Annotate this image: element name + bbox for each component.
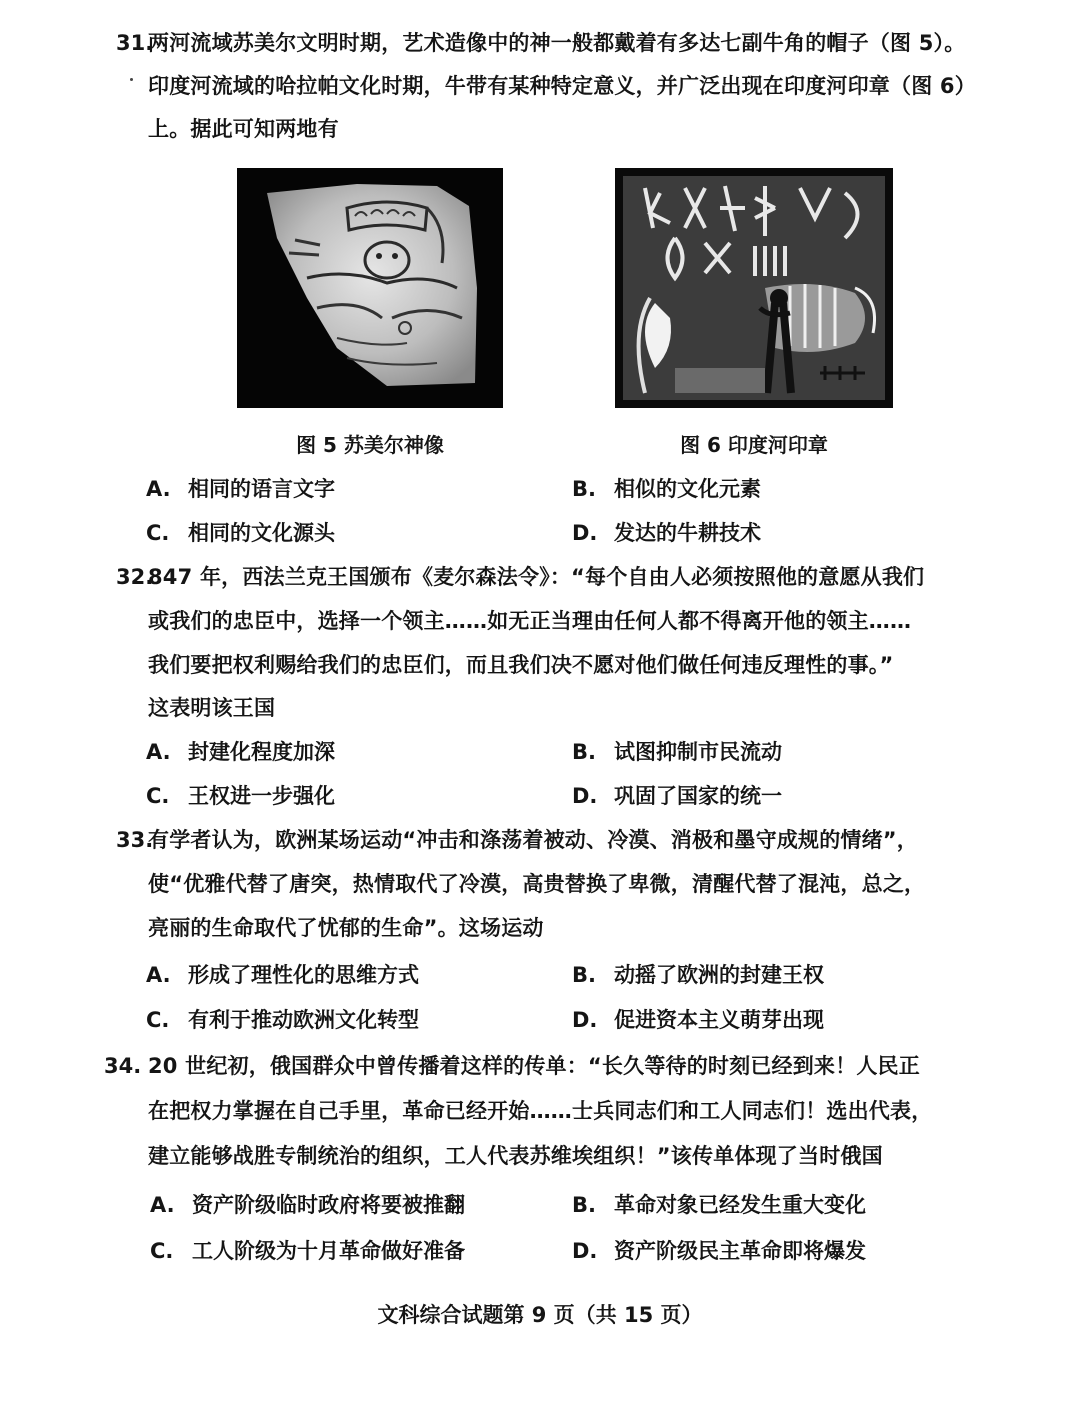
question-stem-line: 有学者认为，欧洲某场运动“冲击和涤荡着被动、冷漠、消极和墨守成规的情绪”， bbox=[148, 828, 919, 852]
option-letter: C. bbox=[150, 1239, 174, 1263]
option-text: 试图抑制市民流动 bbox=[614, 740, 782, 764]
question-stem-line: 在把权力掌握在自己手里，革命已经开始……士兵同志们和工人同志们！选出代表， bbox=[148, 1099, 933, 1123]
option-b bbox=[572, 1190, 866, 1220]
option-letter: B. bbox=[572, 740, 596, 764]
option-letter: C. bbox=[146, 1008, 170, 1032]
option-text: 相同的文化源头 bbox=[188, 521, 335, 545]
option-b bbox=[572, 737, 782, 767]
question-stem-line: 建立能够战胜专制统治的组织，工人代表苏维埃组织！”该传单体现了当时俄国 bbox=[148, 1144, 883, 1168]
option-letter: A. bbox=[146, 477, 171, 501]
option-a bbox=[150, 1190, 465, 1220]
option-text: 工人阶级为十月革命做好准备 bbox=[192, 1239, 465, 1263]
option-d bbox=[572, 518, 761, 548]
option-letter: A. bbox=[150, 1193, 175, 1217]
option-letter: B. bbox=[572, 477, 596, 501]
question-stem-line: 上。据此可知两地有 bbox=[148, 117, 339, 141]
option-text: 发达的牛耕技术 bbox=[614, 521, 761, 545]
relief-fragment-illustration bbox=[237, 168, 503, 408]
option-d bbox=[572, 1005, 824, 1035]
option-letter: D. bbox=[572, 1239, 598, 1263]
option-text: 王权进一步强化 bbox=[188, 784, 335, 808]
option-text: 巩固了国家的统一 bbox=[614, 784, 782, 808]
question-stem-line: 这表明该王国 bbox=[148, 696, 276, 720]
option-letter: A. bbox=[146, 740, 171, 764]
option-letter: C. bbox=[146, 521, 170, 545]
page-footer: 文科综合试题第 9 页（共 15 页） bbox=[377, 1303, 703, 1327]
option-c bbox=[146, 781, 335, 811]
option-d bbox=[572, 1236, 866, 1266]
option-c bbox=[150, 1236, 465, 1266]
scan-speck bbox=[130, 78, 133, 81]
option-letter: D. bbox=[572, 1008, 598, 1032]
option-text: 促进资本主义萌芽出现 bbox=[614, 1008, 824, 1032]
question-stem-line: 847 年，西法兰克王国颁布《麦尔森法令》：“每个自由人必须按照他的意愿从我们 bbox=[148, 565, 925, 589]
question-number: 31. bbox=[116, 31, 154, 55]
option-text: 资产阶级临时政府将要被推翻 bbox=[192, 1193, 465, 1217]
option-letter: D. bbox=[572, 521, 598, 545]
question-stem-line: 两河流域苏美尔文明时期，艺术造像中的神一般都戴着有多达七副牛角的帽子（图 5）。 bbox=[148, 31, 966, 55]
option-text: 动摇了欧洲的封建王权 bbox=[614, 963, 824, 987]
option-text: 革命对象已经发生重大变化 bbox=[614, 1193, 866, 1217]
option-c bbox=[146, 518, 335, 548]
question-stem-line: 20 世纪初，俄国群众中曾传播着这样的传单：“长久等待的时刻已经到来！人民正 bbox=[148, 1054, 920, 1078]
option-letter: B. bbox=[572, 963, 596, 987]
option-b bbox=[572, 960, 824, 990]
figure-5-sumerian-deity-image bbox=[237, 168, 503, 408]
option-letter: C. bbox=[146, 784, 170, 808]
question-number: 32. bbox=[116, 565, 154, 589]
option-text: 形成了理性化的思维方式 bbox=[188, 963, 419, 987]
question-stem-line: 或我们的忠臣中，选择一个领主……如无正当理由任何人都不得离开他的领主…… bbox=[148, 609, 912, 633]
option-a bbox=[146, 960, 419, 990]
question-number: 33. bbox=[116, 828, 154, 852]
figure-5-caption: 图 5 苏美尔神像 bbox=[296, 433, 444, 457]
question-number: 34. bbox=[104, 1054, 142, 1078]
option-text: 相同的语言文字 bbox=[188, 477, 335, 501]
option-a bbox=[146, 737, 335, 767]
option-letter: D. bbox=[572, 784, 598, 808]
option-letter: A. bbox=[146, 963, 171, 987]
option-a bbox=[146, 474, 335, 504]
option-letter: B. bbox=[572, 1193, 596, 1217]
option-text: 有利于推动欧洲文化转型 bbox=[188, 1008, 419, 1032]
option-text: 相似的文化元素 bbox=[614, 477, 761, 501]
option-d bbox=[572, 781, 782, 811]
figure-6-caption: 图 6 印度河印章 bbox=[680, 433, 828, 457]
question-stem-line: 亮丽的生命取代了忧郁的生命”。这场运动 bbox=[148, 916, 544, 940]
option-text: 封建化程度加深 bbox=[188, 740, 335, 764]
figure-6-indus-seal-image bbox=[615, 168, 893, 408]
seal-illustration bbox=[615, 168, 893, 408]
option-c bbox=[146, 1005, 419, 1035]
question-stem-line: 使“优雅代替了唐突，热情取代了冷漠，高贵替换了卑微，清醒代替了混沌，总之， bbox=[148, 872, 926, 896]
question-stem-line: 印度河流域的哈拉帕文化时期，牛带有某种特定意义，并广泛出现在印度河印章（图 6） bbox=[148, 74, 976, 98]
question-stem-line: 我们要把权利赐给我们的忠臣们，而且我们决不愿对他们做任何违反理性的事。” bbox=[148, 653, 894, 677]
option-text: 资产阶级民主革命即将爆发 bbox=[614, 1239, 866, 1263]
option-b bbox=[572, 474, 761, 504]
